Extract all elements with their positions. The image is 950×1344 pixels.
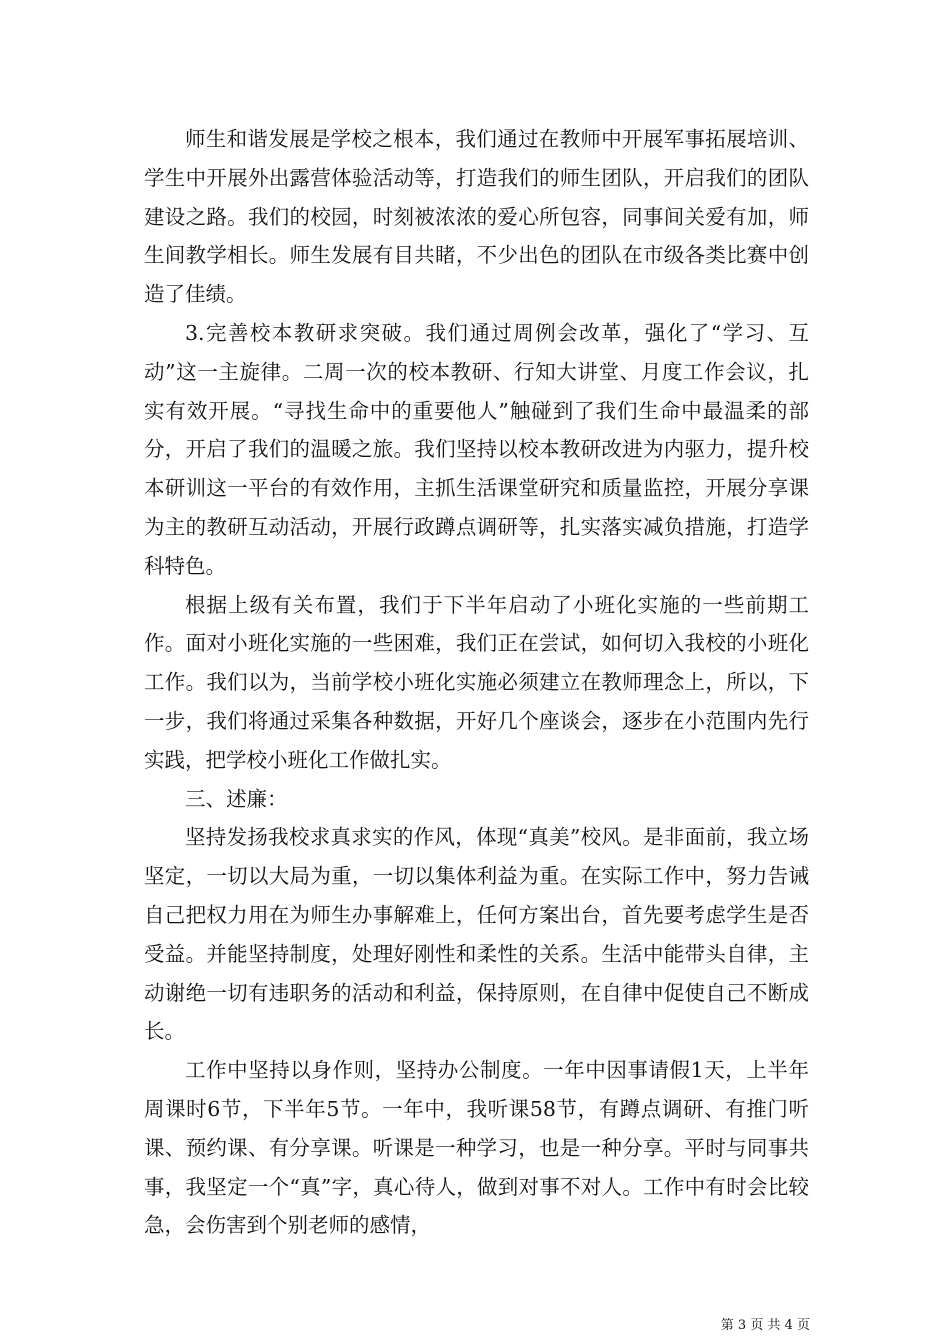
paragraph-small-class: 根据上级有关布置，我们于下半年启动了小班化实施的一些前期工作。面对小班化实施的一些困难，我们正在尝试，如何切入我校的小班化工作。我们以为，当前学校小班化实施必须建立在教师理念上，所以，下一步，我们将通过采集各种数据，开好几个座谈会，逐步在小范围内先行实践，把学校小班化工作做扎实。 <box>144 592 809 772</box>
section-heading-integrity: 三、述廉： <box>185 786 288 811</box>
paragraph-integrity: 坚持发扬我校求真求实的作风，体现“真美”校风。是非面前，我立场坚定，一切以大局为重，一切以集体利益为重。在实际工作中，努力告诫自己把权力用在为师生办事解难上，任何方案出台，首先要考虑学生是否受益。并能坚持制度，处理好刚性和柔性的关系。生活中能带头自律，主动谢绝一切有违职务的活动和利益，保持原则，在自律中促使自己不断成长。 <box>144 825 809 1044</box>
paragraph-school-research: 3.完善校本教研求突破。我们通过周例会改革，强化了“学习、互动”这一主旋律。二周一次的校本教研、行知大讲堂、月度工作会议，扎实有效开展。“寻找生命中的重要他人”触碰到了我们生命中最温柔的部分，开启了我们的温暖之旅。我们坚持以校本教研改进为内驱力，提升校本研训这一平台的有效作用，主抓生活课堂研究和质量监控，开展分享课为主的教研互动活动，开展行政蹲点调研等，扎实落实减负措施，打造学科特色。 <box>144 320 809 578</box>
paragraph-work-conduct: 工作中坚持以身作则，坚持办公制度。一年中因事请假1天，上半年周课时6节，下半年5节。一年中，我听课58节，有蹲点调研、有推门听课、预约课、有分享课。听课是一种学习，也是一种分享。平时与同事共事，我坚定一个“真”字，真心待人，做到对事不对人。工作中有时会比较急，会伤害到个别老师的感情， <box>144 1058 809 1238</box>
page-number-footer: 第 3 页 共 4 页 <box>720 1318 810 1333</box>
paragraph-team-building: 师生和谐发展是学校之根本，我们通过在教师中开展军事拓展培训、学生中开展外出露营体验活动等，打造我们的师生团队，开启我们的团队建设之路。我们的校园，时刻被浓浓的爱心所包容，同事间关爱有加，师生间教学相长。师生发展有目共睹，不少出色的团队在市级各类比赛中创造了佳绩。 <box>144 127 809 307</box>
body-text <box>144 120 809 1245</box>
